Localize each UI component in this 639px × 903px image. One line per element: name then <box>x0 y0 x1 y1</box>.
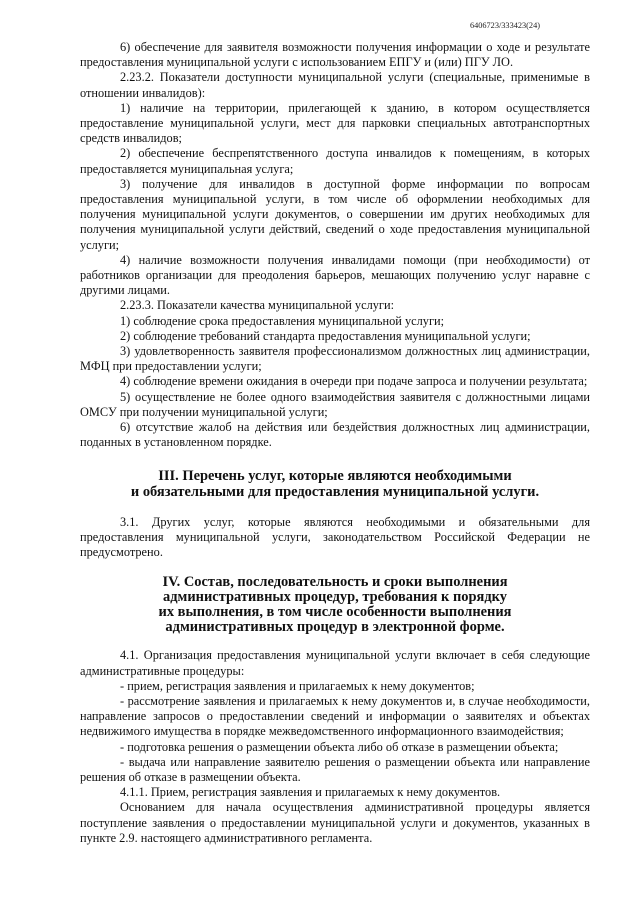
heading-line: III. Перечень услуг, которые являются необходимыми <box>158 468 512 485</box>
section-2-continued <box>80 40 590 450</box>
paragraph: 2.23.2. Показатели доступности муниципальной услуги (специальные, применимые в отношении инвалидов): <box>80 70 590 100</box>
list-item: - прием, регистрация заявления и прилагаемых к нему документов; <box>120 678 475 693</box>
paragraph: 4) соблюдение времени ожидания в очереди при подаче запроса и получении результата; <box>120 374 588 389</box>
paragraph: 4.1.1. Прием, регистрация заявления и прилагаемых к нему документов. <box>120 785 501 800</box>
list-item: - выдача или направление заявителю решения о размещении объекта или направление решения об отказе в размещении объекта. <box>80 754 590 784</box>
paragraph: 1) соблюдение срока предоставления муниципальной услуги; <box>120 313 445 328</box>
paragraph: 3.1. Других услуг, которые являются необходимыми и обязательными для предоставления муниципальной услуги, законодательством Российской Федерации не предусмотрено. <box>80 514 590 560</box>
heading-line: их выполнения, в том числе особенности выполнения <box>158 603 512 620</box>
paragraph: 1) наличие на территории, прилегающей к зданию, в котором осуществляется предоставление муниципальной услуги, мест для парковки специальных автотранспортных средств инвалидов; <box>80 100 590 146</box>
paragraph: 2.23.3. Показатели качества муниципальной услуги: <box>120 298 394 313</box>
section-4-body <box>80 648 590 846</box>
heading-line: административных процедур, требования к порядку <box>163 588 507 605</box>
heading-line: административных процедур в электронной форме. <box>165 619 505 636</box>
document-number: 6406723/333423(24) <box>469 21 540 30</box>
list-item: - рассмотрение заявления и прилагаемых к нему документов и, в случае необходимости, направление запросов о предоставлении сведений и информации о заявителях и объектах недвижимого имущества в порядке межведомственного информационного взаимодействия; <box>80 693 590 739</box>
list-item: - подготовка решения о размещении объекта либо об отказе в размещении объекта; <box>120 739 559 754</box>
paragraph: 4) наличие возможности получения инвалидами помощи (при необходимости) от работников организации для преодоления барьеров, мешающих получению услуг наравне с другими лицами. <box>80 252 590 298</box>
paragraph: 4.1. Организация предоставления муниципальной услуги включает в себя следующие административные процедуры: <box>80 648 590 678</box>
paragraph: Основанием для начала осуществления административной процедуры является поступление заявления о предоставлении муниципальной услуги и документов, указанных в пункте 2.9. настоящего административного регламента. <box>80 800 590 845</box>
paragraph: 5) осуществление не более одного взаимодействия заявителя с должностными лицами ОМСУ при получении муниципальной услуги; <box>80 389 590 419</box>
heading-line: и обязательными для предоставления муниципальной услуги. <box>130 483 540 500</box>
paragraph: 3) получение для инвалидов в доступной форме информации по вопросам предоставления муниципальной услуги, в том числе об оформлении необходимых для получения муниципальной услуги документов, о совершении им других необходимых для получения муниципальной услуги действий, сведений о ходе предоставления муниципальной услуги; <box>80 176 590 252</box>
section-3-heading <box>80 469 590 499</box>
paragraph: 6) обеспечение для заявителя возможности получения информации о ходе и результате предоставления муниципальной услуги с использованием ЕПГУ и (или) ПГУ ЛО. <box>80 40 590 70</box>
paragraph: 2) обеспечение беспрепятственного доступа инвалидов к помещениям, в которых предоставляется муниципальная услуга; <box>80 146 590 176</box>
heading-line: IV. Состав, последовательность и сроки выполнения <box>162 573 508 590</box>
paragraph: 3) удовлетворенность заявителя профессионализмом должностных лиц администрации, МФЦ при предоставлении услуги; <box>80 344 590 374</box>
paragraph: 6) отсутствие жалоб на действия или бездействия должностных лиц администрации, поданных в установленном порядке. <box>80 420 590 450</box>
section-4-heading <box>80 575 590 636</box>
paragraph: 2) соблюдение требований стандарта предоставления муниципальной услуги; <box>120 328 531 343</box>
